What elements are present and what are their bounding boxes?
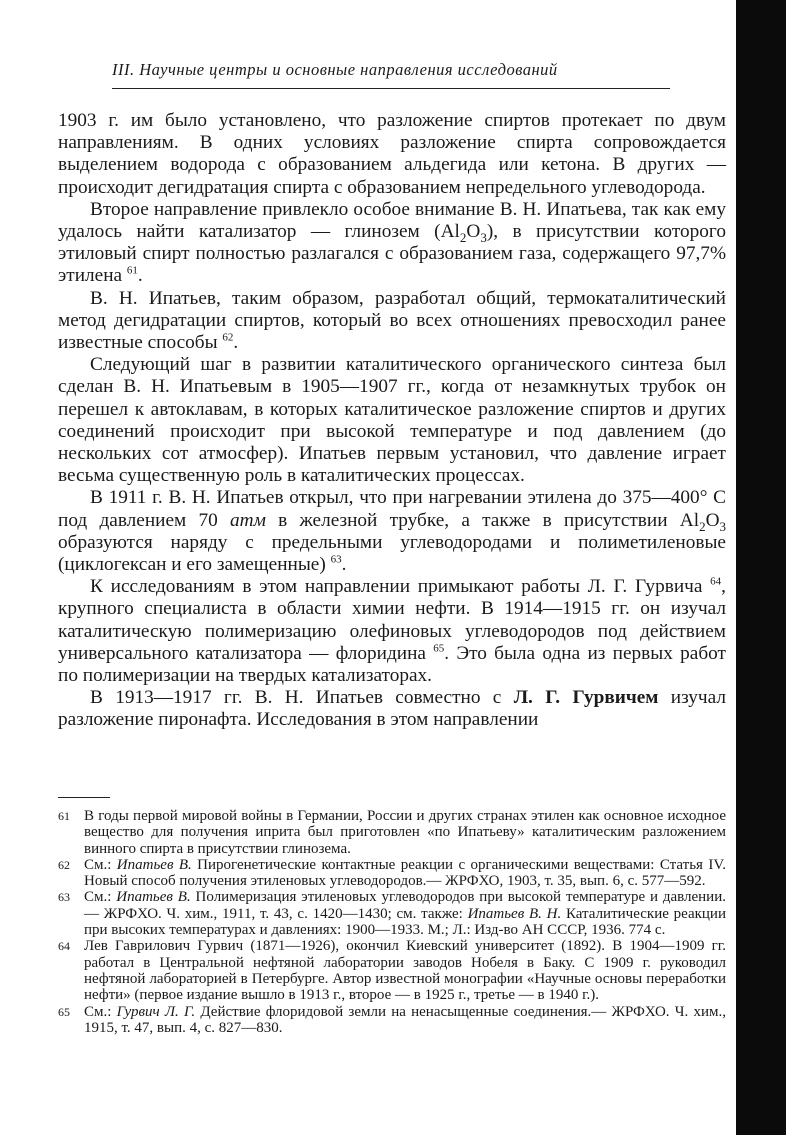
- main-text: [58, 110, 726, 732]
- paragraph: Второе направление привлекло особое внимание В. Н. Ипатьева, так как ему удалось найти катализатор — глинозем $(Al_2O_3)$, в присутствии которого этиловый спирт полностью разлагался с образованием газа, содержащего 97,7% этилена $^{61}$.: [58, 198, 726, 287]
- footnote-number: 64: [58, 939, 70, 954]
- footnote: [58, 808, 726, 857]
- footnote: [58, 857, 726, 890]
- paragraph: К исследованиям в этом направлении примыкают работы Л. Г. Гурвича $^{64}$, крупного специалиста в области химии нефти. В 1914—1915 гг. он изучал каталитическую полимеризацию олефиновых углеводородов под действием универсального катализатора — флоридина $^{65}$. Это была одна из первых работ по полимеризации на твердых катализаторах.: [58, 575, 726, 687]
- footnote-text: См.: Ипатьев В. Полимеризация этиленовых углеводородов при высокой температуре и давлении.— ЖРФХО. Ч. хим., 1911, т. 43, с. 1420—1430; см. также: Ипатьев В. Н. Каталитические реакции при высоких температурах и давлениях: 1900—1933. М.; Л.: Изд-во АН СССР, 1936. 774 с.: [84, 889, 726, 939]
- paragraph: 1903 г. им было установлено, что разложение спиртов протекает по двум направлениям. В одних условиях разложение спирта сопровождается выделением водорода с образованием альдегида или кетона. В других — происходит дегидратация спирта с образованием непредельного углеводорода.: [58, 110, 726, 198]
- footnote-number: 65: [58, 1004, 70, 1019]
- running-head: III. Научные центры и основные направления исследований: [112, 60, 558, 79]
- paragraph: В 1913—1917 гг. В. Н. Ипатьев совместно с Л. Г. Гурвичем изучал разложение пиронафта. Исследования в этом направлении: [58, 687, 726, 731]
- footnote: [58, 889, 726, 938]
- scan-edge: [736, 0, 786, 1135]
- footnotes: [58, 808, 726, 1036]
- footnote-number: 61: [58, 809, 70, 823]
- paragraph: В. Н. Ипатьев, таким образом, разработал общий, термокаталитический метод дегидратации спиртов, который во всех отношениях превосходил ранее известные способы $^{62}$.: [58, 287, 726, 354]
- footnote-number: 62: [58, 857, 70, 872]
- footnote: [58, 1004, 726, 1037]
- footnote: [58, 938, 726, 1003]
- footnote-text: См.: Гурвич Л. Г. Действие флоридовой земли на ненасыщенные соединения.— ЖРФХО. Ч. хим., 1915, т. 47, вып. 4, с. 827—830.: [84, 1003, 726, 1036]
- footnote-rule: [58, 797, 110, 798]
- footnote-text: См.: Ипатьев В. Пирогенетические контактные реакции с органическими веществами: Статья IV. Новый способ получения этиленовых углеводородов.— ЖРФХО, 1903, т. 35, вып. 6, с. 577—592.: [84, 856, 726, 890]
- footnote-number: 63: [58, 890, 70, 905]
- paragraph: В 1911 г. В. Н. Ипатьев открыл, что при нагревании этилена до 375—400° С под давлением 70 атм в железной трубке, а также в присутствии $Al_2O_3$ образуются наряду с предельными углеводородами и полиметиленовые (циклогексан и его замещенные) $^{63}$.: [58, 487, 726, 576]
- footnote-text: Лев Гаврилович Гурвич (1871—1926), окончил Киевский университет (1892). В 1904—1909 гг. работал в Центральной нефтяной лаборатории заводов Нобеля в Баку. С 1909 г. руководил нефтяной лабораторией в Петербурге. Автор известной монографии «Научные основы переработки нефти» (первое издание вышло в 1913 г., второе — в 1925 г., третье — в 1940 г.).: [84, 938, 726, 1004]
- footnote-text: В годы первой мировой войны в Германии, России и других странах этилен как основное исходное вещество для получения иприта был приготовлен «по Ипатьеву» каталитическим разложением винного спирта в присутствии глинозема.: [84, 808, 726, 857]
- header-rule: [112, 88, 670, 89]
- paragraph: Следующий шаг в развитии каталитического органического синтеза был сделан В. Н. Ипатьевым в 1905—1907 гг., когда от незамкнутых трубок он перешел к автоклавам, в которых каталитическое разложение спиртов и других соединений происходит при высокой температуре и под давлением (до нескольких сот атмосфер). Ипатьев первым установил, что давление играет весьма существенную роль в каталитических процессах.: [58, 354, 726, 487]
